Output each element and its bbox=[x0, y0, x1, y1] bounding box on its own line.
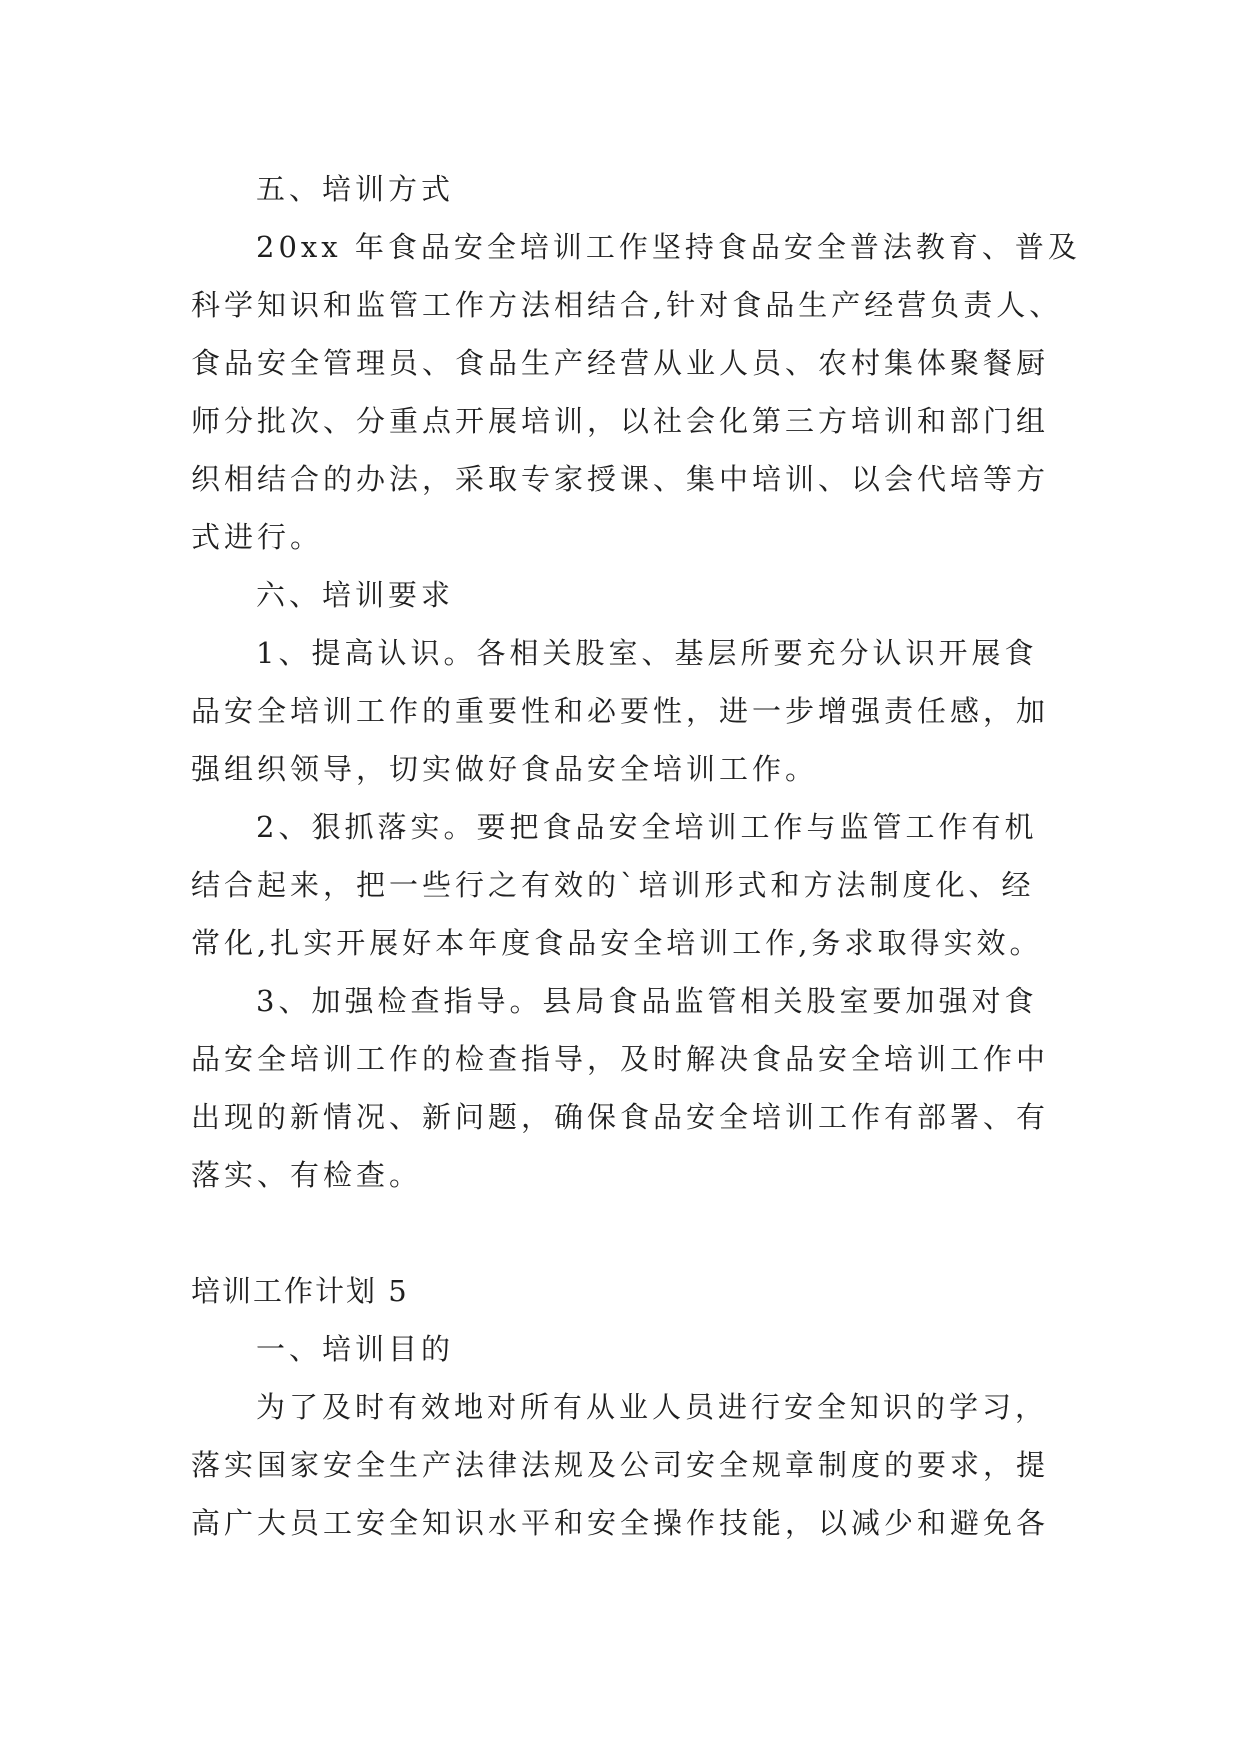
section-heading-training-method: 五、培训方式 bbox=[256, 172, 455, 206]
paragraph-line: 品安全培训工作的检查指导，及时解决食品安全培训工作中 bbox=[191, 1042, 1050, 1076]
paragraph-line: 20xx 年食品安全培训工作坚持食品安全普法教育、普及 bbox=[256, 230, 1081, 264]
paragraph-line: 2、狠抓落实。要把食品安全培训工作与监管工作有机 bbox=[256, 810, 1038, 844]
paragraph-line: 3、加强检查指导。县局食品监管相关股室要加强对食 bbox=[256, 984, 1038, 1018]
blank-line bbox=[191, 1204, 1091, 1262]
paragraph-line: 结合起来，把一些行之有效的`培训形式和方法制度化、经 bbox=[191, 868, 1035, 902]
section-heading-training-purpose: 一、培训目的 bbox=[256, 1332, 455, 1366]
paragraph-line: 品安全培训工作的重要性和必要性，进一步增强责任感，加 bbox=[191, 694, 1050, 728]
paragraph-line: 1、提高认识。各相关股室、基层所要充分认识开展食 bbox=[256, 636, 1038, 670]
section-heading-training-requirements: 六、培训要求 bbox=[256, 578, 455, 612]
paragraph-line: 科学知识和监管工作方法相结合,针对食品生产经营负责人、 bbox=[191, 288, 1063, 322]
paragraph-line: 师分批次、分重点开展培训，以社会化第三方培训和部门组 bbox=[191, 404, 1050, 438]
paragraph-line: 织相结合的办法，采取专家授课、集中培训、以会代培等方 bbox=[191, 462, 1050, 496]
paragraph-line: 强组织领导，切实做好食品安全培训工作。 bbox=[191, 752, 819, 786]
paragraph-line: 为了及时有效地对所有从业人员进行安全知识的学习， bbox=[256, 1390, 1049, 1424]
paragraph-line: 常化,扎实开展好本年度食品安全培训工作,务求取得实效。 bbox=[191, 926, 1043, 960]
paragraph-line: 食品安全管理员、食品生产经营从业人员、农村集体聚餐厨 bbox=[191, 346, 1050, 380]
paragraph-line: 高广大员工安全知识水平和安全操作技能，以减少和避免各 bbox=[191, 1506, 1050, 1540]
plan-title: 培训工作计划 5 bbox=[191, 1274, 409, 1308]
paragraph-line: 出现的新情况、新问题，确保食品安全培训工作有部署、有 bbox=[191, 1100, 1050, 1134]
document-body bbox=[191, 160, 1091, 1552]
paragraph-line: 落实、有检查。 bbox=[191, 1158, 423, 1192]
paragraph-line: 落实国家安全生产法律法规及公司安全规章制度的要求，提 bbox=[191, 1448, 1050, 1482]
paragraph-line: 式进行。 bbox=[191, 520, 324, 554]
